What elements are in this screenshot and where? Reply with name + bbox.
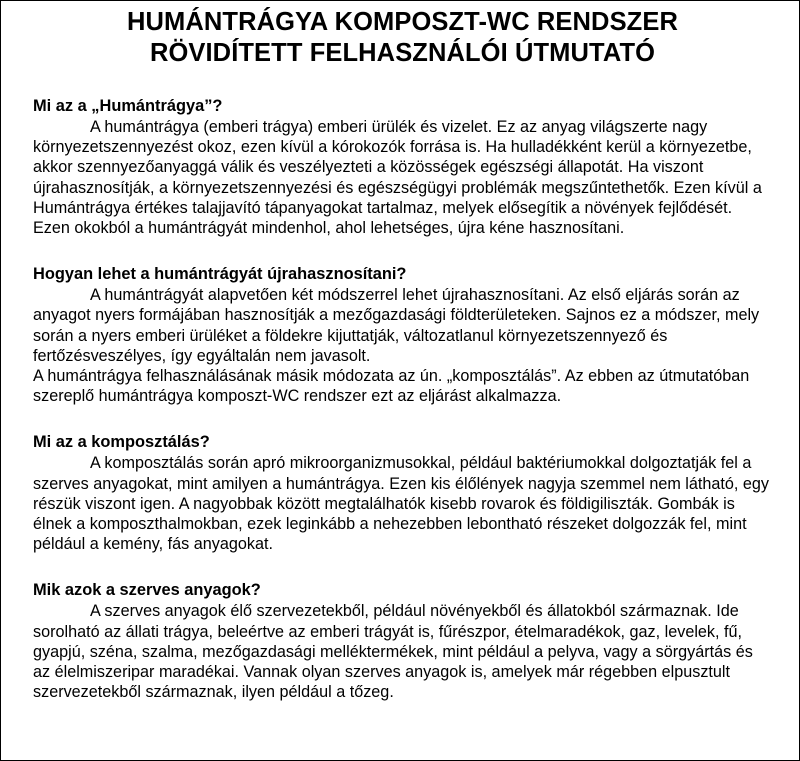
section-heading: Mi az a komposztálás?	[33, 433, 210, 452]
section-what-is-composting	[33, 432, 772, 554]
section-paragraph: A komposztálás során apró mikroorganizmusokkal, például baktériumokkal dolgoztatják fel a szerves anyagokat, mint amilyen a humántrágya. Ezen kis élőlények nagyja szemmel nem látható, egy részük viszont igen. A nagyobbak között megtalálhatók kisebb rovarok és földigiliszták. Gombák is élnek a komposzthalmokban, ezek leginkább a nehezebben lebontható részeket dolgozzák fel, mint például a kemény, fás anyagokat.	[33, 454, 770, 554]
title-line-2: RÖVIDÍTETT FELHASZNÁLÓI ÚTMUTATÓ	[149, 39, 656, 67]
section-heading: Mik azok a szerves anyagok?	[33, 581, 261, 600]
document-title	[33, 7, 772, 69]
section-organic-materials	[33, 580, 772, 702]
section-paragraph: A humántrágyát alapvetően két módszerrel lehet újrahasznosítani. Az első eljárás során az anyagot nyers formájában hasznosítják a mezőgazdasági földterületeken. Sajnos ez a módszer, mely során a nyers emberi ürüléket a földekre kijuttatják, változatlanul környezetszennyező és fertőzésveszélyes, így egyáltalán nem javasolt.	[33, 286, 760, 365]
section-paragraph: A humántrágya (emberi trágya) emberi ürülék és vizelet. Ez az anyag világszerte nagy környezetszennyezést okoz, ezen kívül a kórokozók forrása is. Ha hulladékként kerül a környezetbe, akkor szennyezőanyaggá válik és veszélyezteti a közösségek egészségi állapotát. Ha viszont újrahasznosítják, a környezetszennyezési és egészségügyi problémák megszűntethetők. Ezen kívül a Humántrágya értékes talajjavító tápanyagokat tartalmaz, melyek elősegítik a növények fejlődését. Ezen okokból a humántrágyát mindenhol, ahol lehetséges, újra kéne hasznosítani.	[33, 118, 762, 238]
section-what-is-humanure	[33, 96, 772, 238]
section-paragraph: A szerves anyagok élő szervezetekből, például növényekből és állatokból származnak. Ide sorolható az állati trágya, beleértve az emberi trágyát is, fűrészpor, ételmaradékok, gaz, levelek, fű, gyapjú, széna, szalma, mezőgazdasági melléktermékek, mint például a pelyva, vagy a sörgyártás és az élelmiszeripar maradékai. Vannak olyan szerves anyagok is, amelyek már régebben elpusztult szervezetekből származnak, ilyen például a tőzeg.	[33, 602, 753, 702]
section-heading: Mi az a „Humántrágya”?	[33, 97, 223, 115]
section-paragraph: A humántrágya felhasználásának másik módozata az ún. „komposztálás”. Az ebben az útmutatóban szereplő humántrágya komposzt-WC rendszer ezt az eljárást alkalmazza.	[33, 367, 750, 406]
section-how-to-recycle	[33, 264, 772, 406]
title-line-1: HUMÁNTRÁGYA KOMPOSZT-WC RENDSZER	[127, 8, 678, 36]
section-heading: Hogyan lehet a humántrágyát újrahasznosítani?	[33, 265, 407, 284]
